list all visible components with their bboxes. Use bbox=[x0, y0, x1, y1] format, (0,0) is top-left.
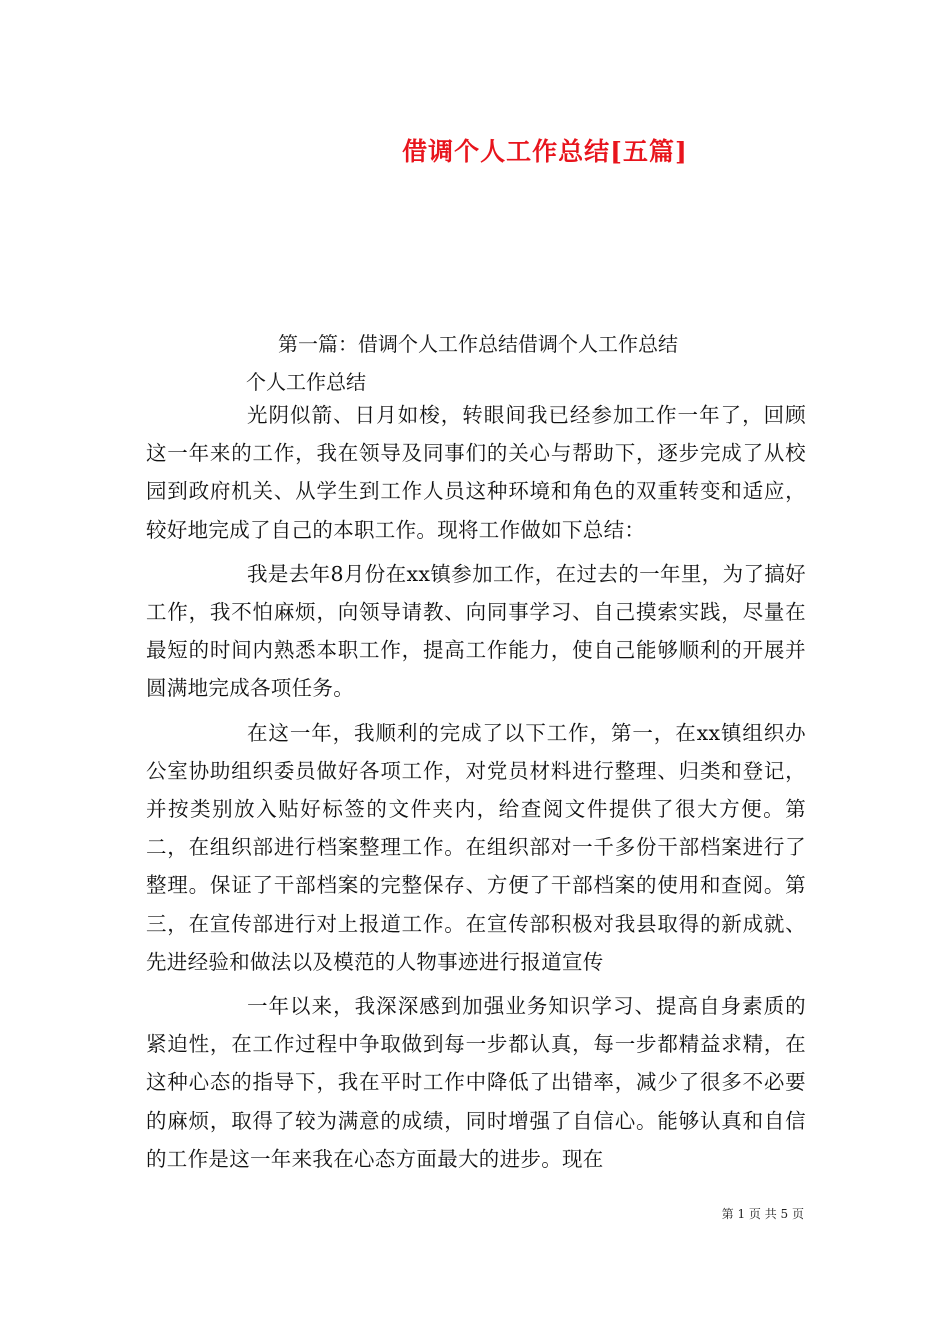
sub-heading: 个人工作总结 bbox=[246, 370, 366, 394]
document-title: 借调个人工作总结[五篇] bbox=[402, 137, 688, 166]
paragraph-1: 光阴似箭、日月如梭，转眼间我已经参加工作一年了，回顾这一年来的工作，我在领导及同事们的关心与帮助下，逐步完成了从校园到政府机关、从学生到工作人员这种环境和角色的双重转变和适应，较好地完成了自己的本职工作。现将工作做如下总结： bbox=[146, 403, 806, 542]
page-footer: 第 1 页 共 5 页 bbox=[721, 1207, 804, 1221]
paragraph-2: 我是去年8月份在xx镇参加工作，在过去的一年里，为了搞好工作，我不怕麻烦，向领导请教、向同事学习、自己摸索实践，尽量在最短的时间内熟悉本职工作，提高工作能力，使自己能够顺利的开展并圆满地完成各项任务。 bbox=[146, 561, 806, 701]
section-heading: 第一篇：借调个人工作总结借调个人工作总结 bbox=[278, 332, 678, 356]
paragraph-3: 在这一年，我顺利的完成了以下工作，第一，在xx镇组织办公室协助组织委员做好各项工作，对党员材料进行整理、归类和登记，并按类别放入贴好标签的文件夹内，给查阅文件提供了很大方便。第二，在组织部进行档案整理工作。在组织部对一千多份干部档案进行了整理。保证了干部档案的完整保存、方便了干部档案的使用和查阅。第三，在宣传部进行对上报道工作。在宣传部积极对我县取得的新成就、先进经验和做法以及模范的人物事迹进行报道宣传 bbox=[146, 720, 806, 974]
paragraph-4: 一年以来，我深深感到加强业务知识学习、提高自身素质的紧迫性，在工作过程中争取做到每一步都认真，每一步都精益求精，在这种心态的指导下，我在平时工作中降低了出错率，减少了很多不必要的麻烦，取得了较为满意的成绩，同时增强了自信心。能够认真和自信的工作是这一年来我在心态方面最大的进步。现在 bbox=[146, 994, 806, 1171]
body-text bbox=[146, 396, 806, 1184]
